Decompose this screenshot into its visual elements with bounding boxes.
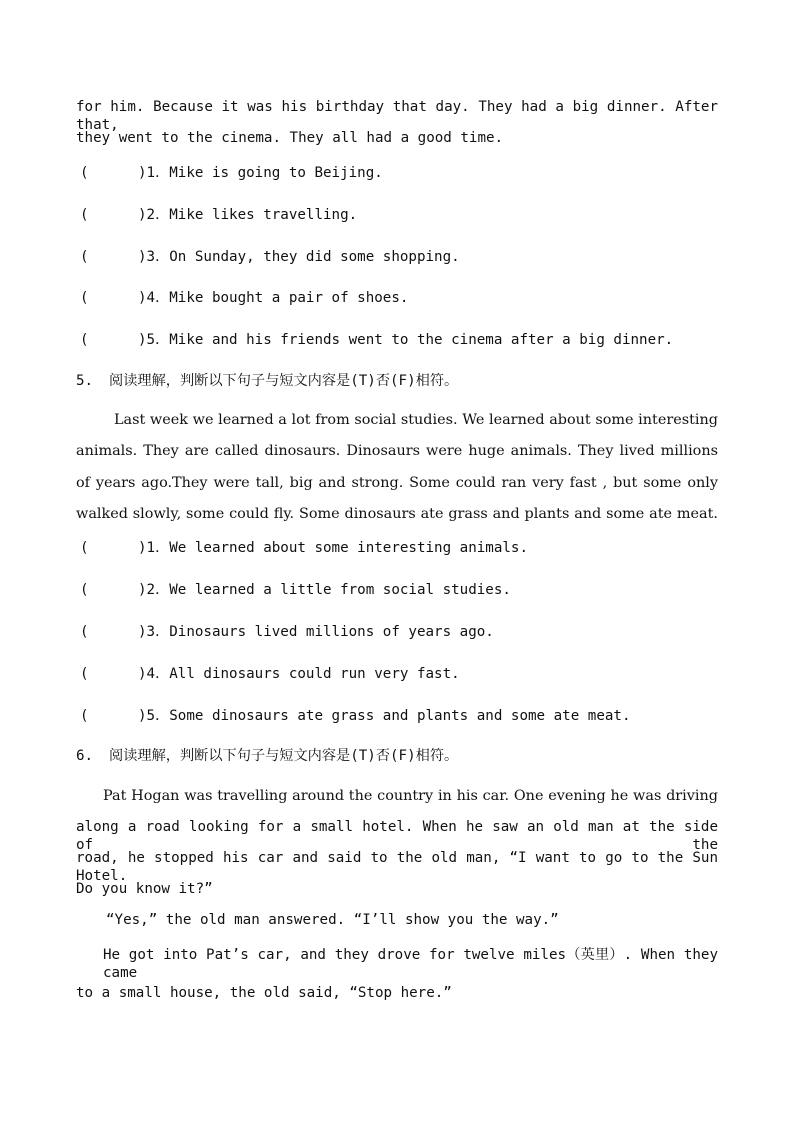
question-text: )2．Mike likes travelling. — [138, 207, 358, 223]
section-number: 5. — [76, 373, 94, 389]
question-item — [80, 248, 460, 266]
passage-line: “Yes,” the old man answered. “I’ll show you the way.” — [106, 912, 559, 928]
answer-blank[interactable]: ( — [80, 582, 89, 598]
answer-blank[interactable]: ( — [80, 708, 89, 724]
passage-line: Last week we learned a lot from social studies. We learned about some interesting — [114, 412, 718, 428]
section-instruction: 阅读理解，判断以下句子与短文内容是(T)否(F)相符。 — [109, 373, 459, 389]
section-number: 6. — [76, 748, 94, 764]
section-heading — [76, 372, 458, 390]
answer-blank[interactable]: ( — [80, 332, 89, 348]
passage-line: Pat Hogan was travelling around the country in his car. One evening he was driving — [103, 788, 718, 804]
passage-line: along a road looking for a small hotel. When he saw an old man at the side of the — [76, 819, 718, 853]
question-text: )3．On Sunday, they did some shopping. — [138, 249, 460, 265]
question-item — [80, 665, 460, 683]
answer-blank[interactable]: ( — [80, 207, 89, 223]
section-heading — [76, 747, 458, 765]
question-text: )3．Dinosaurs lived millions of years ago. — [138, 624, 494, 640]
question-text: )4．All dinosaurs could run very fast. — [138, 666, 460, 682]
passage-line: they went to the cinema. They all had a good time. — [76, 130, 504, 146]
answer-blank[interactable]: ( — [80, 249, 89, 265]
answer-blank[interactable]: ( — [80, 666, 89, 682]
answer-blank[interactable]: ( — [80, 540, 89, 556]
passage-line: for him. Because it was his birthday that day. They had a big dinner. After that, — [76, 99, 718, 133]
question-text: )5．Some dinosaurs ate grass and plants and some ate meat. — [138, 708, 631, 724]
question-item — [80, 331, 673, 349]
answer-blank[interactable]: ( — [80, 165, 89, 181]
question-item — [80, 581, 511, 599]
answer-blank[interactable]: ( — [80, 290, 89, 306]
question-text: )1．Mike is going to Beijing. — [138, 165, 383, 181]
section-instruction: 阅读理解，判断以下句子与短文内容是(T)否(F)相符。 — [109, 748, 459, 764]
question-item — [80, 289, 408, 307]
passage-line: animals. They are called dinosaurs. Dinosaurs were huge animals. They lived millions — [76, 443, 718, 459]
question-item — [80, 164, 383, 182]
passage-line: Do you know it?” — [76, 881, 213, 897]
question-text: )5．Mike and his friends went to the cinema after a big dinner. — [138, 332, 674, 348]
question-item — [80, 707, 631, 725]
question-item — [80, 206, 357, 224]
passage-line: He got into Pat’s car, and they drove for twelve miles（英里）. When they came — [103, 947, 718, 981]
passage-line: of years ago.They were tall, big and strong. Some could ran very fast , but some only — [76, 475, 718, 491]
question-item — [80, 623, 494, 641]
question-text: )1．We learned about some interesting animals. — [138, 540, 529, 556]
question-text: )4．Mike bought a pair of shoes. — [138, 290, 409, 306]
question-text: )2．We learned a little from social studies. — [138, 582, 511, 598]
passage-line: walked slowly, some could fly. Some dinosaurs ate grass and plants and some ate meat. — [76, 506, 718, 522]
passage-line: to a small house, the old said, “Stop here.” — [76, 985, 452, 1001]
answer-blank[interactable]: ( — [80, 624, 89, 640]
question-item — [80, 539, 528, 557]
passage-line: road, he stopped his car and said to the old man, “I want to go to the Sun Hotel. — [76, 850, 718, 884]
